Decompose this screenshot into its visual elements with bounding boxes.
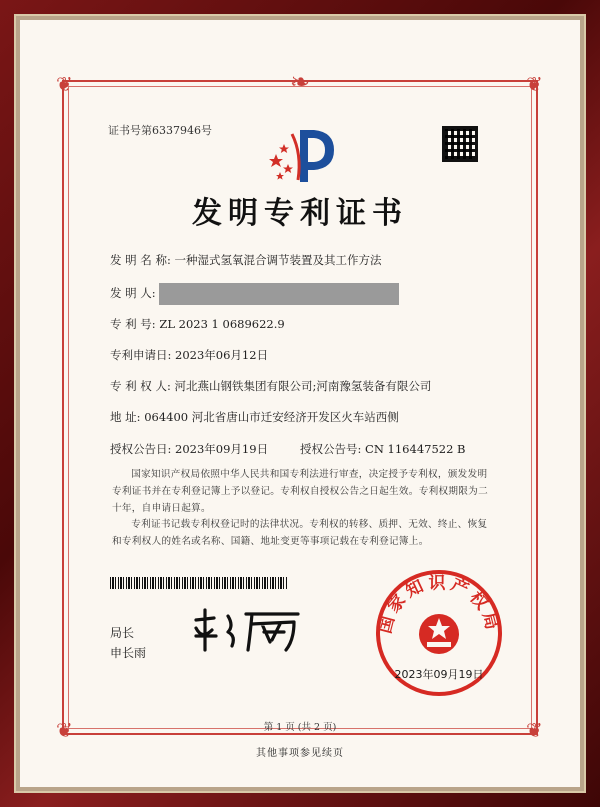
invention-name-row xyxy=(110,252,382,268)
address-row xyxy=(110,409,399,425)
invention-name-value: 一种湿式氢氧混合调节装置及其工作方法 xyxy=(174,253,382,267)
grant-date-value: 2023年09月19日 xyxy=(175,442,269,456)
address-label: 地 址: xyxy=(110,410,141,424)
corner-ornament-icon: ❦ xyxy=(526,718,543,742)
handwritten-signature-icon xyxy=(190,606,310,656)
legal-paragraph-1: 国家知识产权局依照中华人民共和国专利法进行审查，决定授予专利权，颁发发明专利证书并在专利登记簿上予以登记。专利权自授权公告之日起生效。专利权期限为二十年，自申请日起算。 xyxy=(112,469,488,514)
grant-number-value: CN 116447522 B xyxy=(365,442,466,456)
corner-ornament-icon: ❦ xyxy=(526,72,543,96)
filing-date-label: 专利申请日: xyxy=(110,348,172,362)
grant-number-row xyxy=(300,441,466,457)
signatory-name: 申长雨 xyxy=(110,646,147,660)
grant-date-label: 授权公告日: xyxy=(110,442,172,456)
official-seal-icon xyxy=(374,568,504,698)
grant-number-label: 授权公告号: xyxy=(300,442,362,456)
cnipa-logo-icon xyxy=(262,124,342,188)
seal-ring-text: 国家知识产权局 xyxy=(375,573,503,636)
inventor-label: 发 明 人: xyxy=(110,286,156,300)
patent-number-value: ZL 2023 1 0689622.9 xyxy=(159,317,285,331)
inventor-row xyxy=(110,283,399,305)
page-indicator: 第 1 页 (共 2 页) xyxy=(263,722,337,733)
filing-date-row xyxy=(110,347,268,363)
invention-name-label: 发 明 名 称: xyxy=(110,253,171,267)
qr-code-icon xyxy=(442,126,478,162)
address-value: 064400 河北省唐山市迁安经济开发区火车站西侧 xyxy=(144,410,399,424)
patent-number-row xyxy=(110,316,285,332)
patent-holder-value: 河北燕山钢铁集团有限公司;河南豫氢装备有限公司 xyxy=(174,379,432,393)
footer-note: 其他事项参见续页 xyxy=(256,748,344,759)
filing-date-value: 2023年06月12日 xyxy=(175,348,269,362)
barcode-icon xyxy=(110,577,288,589)
grant-date-row xyxy=(110,441,268,457)
seal-date: 2023年09月19日 xyxy=(394,668,484,681)
patent-number-label: 专 利 号: xyxy=(110,317,156,331)
legal-paragraph-2: 专利证书记载专利权登记时的法律状况。专利权的转移、质押、无效、终止、恢复和专利权人的姓名或名称、国籍、地址变更等事项记载在专利登记簿上。 xyxy=(112,519,488,547)
signatory-title: 局长 xyxy=(110,626,135,640)
patent-holder-label: 专 利 权 人: xyxy=(110,379,171,393)
certificate-title: 发明专利证书 xyxy=(192,196,408,231)
certificate-number: 证书号第6337946号 xyxy=(108,124,212,137)
redaction-block xyxy=(159,283,399,305)
top-ornament-icon: ❧ xyxy=(290,68,311,96)
patent-holder-row xyxy=(110,378,431,394)
corner-ornament-icon: ❦ xyxy=(56,718,73,742)
corner-ornament-icon: ❦ xyxy=(56,72,73,96)
